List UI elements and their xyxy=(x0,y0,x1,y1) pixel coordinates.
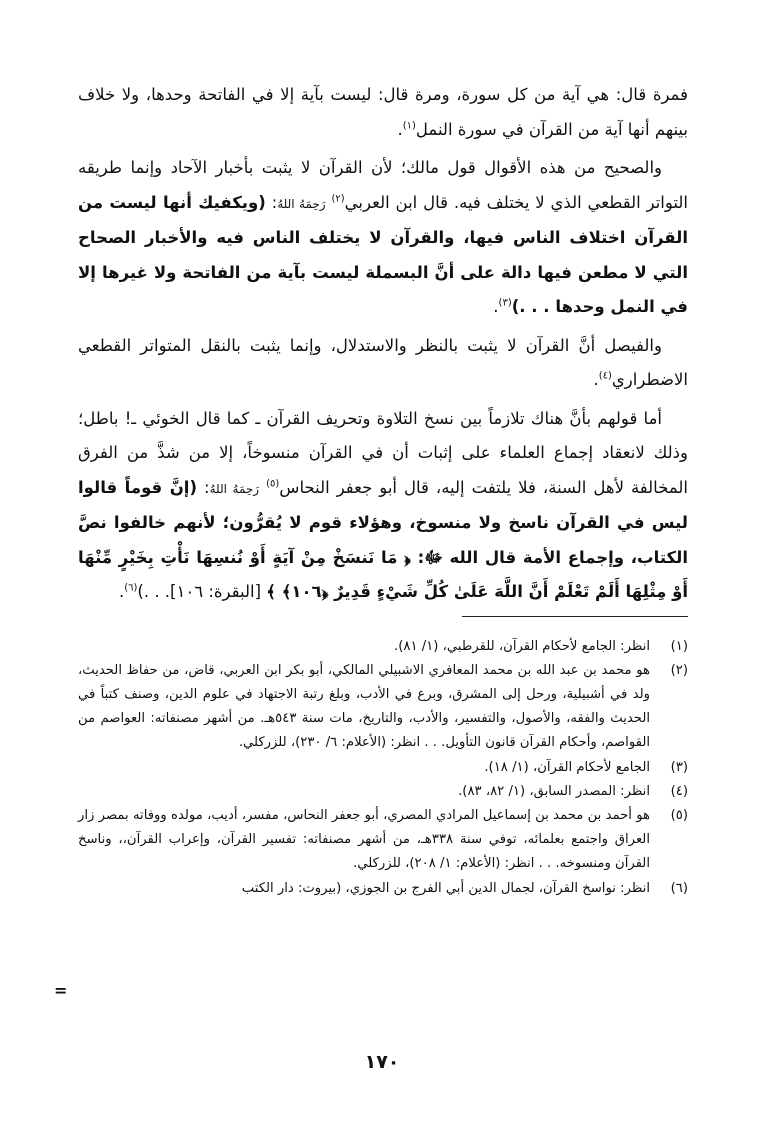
paragraph-3 xyxy=(78,329,688,398)
footnote-5 xyxy=(78,804,688,877)
footnote-ref-2[interactable]: (٢) xyxy=(331,193,345,204)
punctuation: : xyxy=(197,477,210,497)
quote-ibn-arabi: (ويكفيك أنها ليست من القرآن اختلاف الناس فيها، والقرآن لا يختلف الناس فيه والأخبار الصحاح التي لا مطعن فيها دالة على أنَّ البسملة ليست بآية من الفاتحة ولا غيرها إلا في النمل وحدها . . .) xyxy=(78,192,688,316)
footnote-ref-4[interactable]: (٤) xyxy=(598,370,612,382)
paragraph-1-text: فمرة قال: هي آية من كل سورة، ومرة قال: ليست بآية إلا في الفاتحة وحدها، ولا خلاف بينهم أنها آية من القرآن في سورة النمل xyxy=(78,85,688,139)
footnote-ref-6[interactable]: (٦) xyxy=(124,582,138,594)
quran-verse: ﴿ مَا نَنسَخْ مِنْ آيَةٍ أَوْ نُنسِهَا نَأْتِ بِخَيْرٍ مِّنْهَا أَوْ مِثْلِهَا أَلَمْ تَعْلَمْ أَنَّ اللَّهَ عَلَىٰ كُلِّ شَيْءٍ قَدِيرٌ ﴿١٠٦﴾ ﴾ xyxy=(78,547,688,601)
punctuation: : xyxy=(265,192,278,212)
honorific: رَحِمَهُ اللهُ xyxy=(209,481,260,496)
footnote-text: انظر: المصدر السابق، (١/ ٨٢، ٨٣). xyxy=(458,783,650,799)
footnote-1 xyxy=(78,635,688,659)
continuation-mark: = xyxy=(54,981,68,1000)
footnote-number: (٣) xyxy=(670,759,688,775)
punctuation: . xyxy=(118,582,125,601)
footnote-3 xyxy=(78,756,688,780)
honorific: رَحِمَهُ اللهُ xyxy=(277,196,326,211)
page-content xyxy=(78,78,688,1061)
punctuation: . xyxy=(593,370,599,389)
footnote-text: انظر: نواسخ القرآن، لجمال الدين أبي الفرج بن الجوزي، (بيروت: دار الكتب xyxy=(241,880,650,896)
footnote-number: (٤) xyxy=(670,783,688,799)
footnote-number: (٢) xyxy=(670,662,688,678)
footnote-separator xyxy=(462,616,688,617)
footnote-text: هو أحمد بن محمد بن إسماعيل المرادي المصري، أبو جعفر النحاس، مفسر، أديب، مولده ووفاته بمصر زار العراق واجتمع بعلمائه، توفي سنة ٣٣٨هـ، من أشهر مصنفاته: تفسير القرآن، وإعراب القرآن،، وناسخ القرآن ومنسوخه. . . انظر: (الأعلام: ١/ ٢٠٨)، للزركلي. xyxy=(78,807,650,872)
paragraph-4 xyxy=(78,402,688,610)
paragraph-3-text: والفيصل أنَّ القرآن لا يثبت بالنظر والاستدلال، وإنما يثبت بالنقل المتواتر القطعي الاضطراري xyxy=(78,335,688,389)
punctuation: . xyxy=(493,297,499,316)
paragraph-4-text: أما قولهم بأنَّ هناك تلازماً بين نسخ التلاوة وتحريف القرآن ـ كما قال الخوئي ـ! باطل؛ وذلك لانعقاد إجماع العلماء على إثبات أن في القرآن منسوخاً، إلا من شذَّ من الفرق المخالفة لأهل السنة، فلا يلتفت إليه، قال أبو جعفر النحاس xyxy=(78,408,689,497)
footnote-text: هو محمد بن عبد الله بن محمد المعافري الاشبيلي المالكي، أبو بكر ابن العربي، قاض، من حفاظ الحديث، ولد في أشبيلية، ورحل إلى المشرق، وبرع في الأدب، وبلغ رتبة الاجتهاد في علوم الدين، وصنف كتباً في الحديث والفقه، والأصول، والتفسير، والأدب، والتاريخ، مات سنة ٥٤٣هـ. من أشهر مصنفاته: العواصم من القواصم، وأحكام القرآن قانون التأويل. . . انظر: (الأعلام: ٦/ ٢٣٠)، للزركلي. xyxy=(78,662,651,751)
punctuation: . xyxy=(397,119,403,139)
footnote-number: (١) xyxy=(670,638,688,654)
footnote-4 xyxy=(78,780,688,804)
footnote-6 xyxy=(78,877,688,901)
page-number: ١٧٠ xyxy=(364,1051,400,1073)
footnote-ref-3[interactable]: (٣) xyxy=(498,297,512,309)
paragraph-2 xyxy=(78,151,688,325)
verse-citation: [البقرة: ١٠٦]. . .) xyxy=(137,582,267,601)
footnote-2 xyxy=(78,659,688,756)
paragraph-1 xyxy=(78,78,688,147)
footnote-number: (٦) xyxy=(670,880,688,896)
quote-nahhas: (إنَّ قوماً قالوا ليس في القرآن ناسخ ولا منسوخ، وهؤلاء قوم لا يُقرُّون؛ لأنهم خالفوا نصَّ الكتاب، وإجماع الأمة قال الله ﷻ: xyxy=(78,477,688,567)
footnote-ref-1[interactable]: (١) xyxy=(402,120,416,131)
footnotes xyxy=(78,635,688,901)
footnote-text: الجامع لأحكام القرآن، (١/ ١٨). xyxy=(484,759,650,775)
footnote-ref-5[interactable]: (٥) xyxy=(266,478,280,489)
footnote-number: (٥) xyxy=(670,807,688,823)
footnote-text: انظر: الجامع لأحكام القرآن، للقرطبي، (١/ ٨١). xyxy=(394,638,650,654)
paragraph-2-text: والصحيح من هذه الأقوال قول مالك؛ لأن القرآن لا يثبت بأخبار الآحاد وإنما طريقه التواتر القطعي الذي لا يختلف فيه. قال ابن العربي xyxy=(78,158,688,212)
